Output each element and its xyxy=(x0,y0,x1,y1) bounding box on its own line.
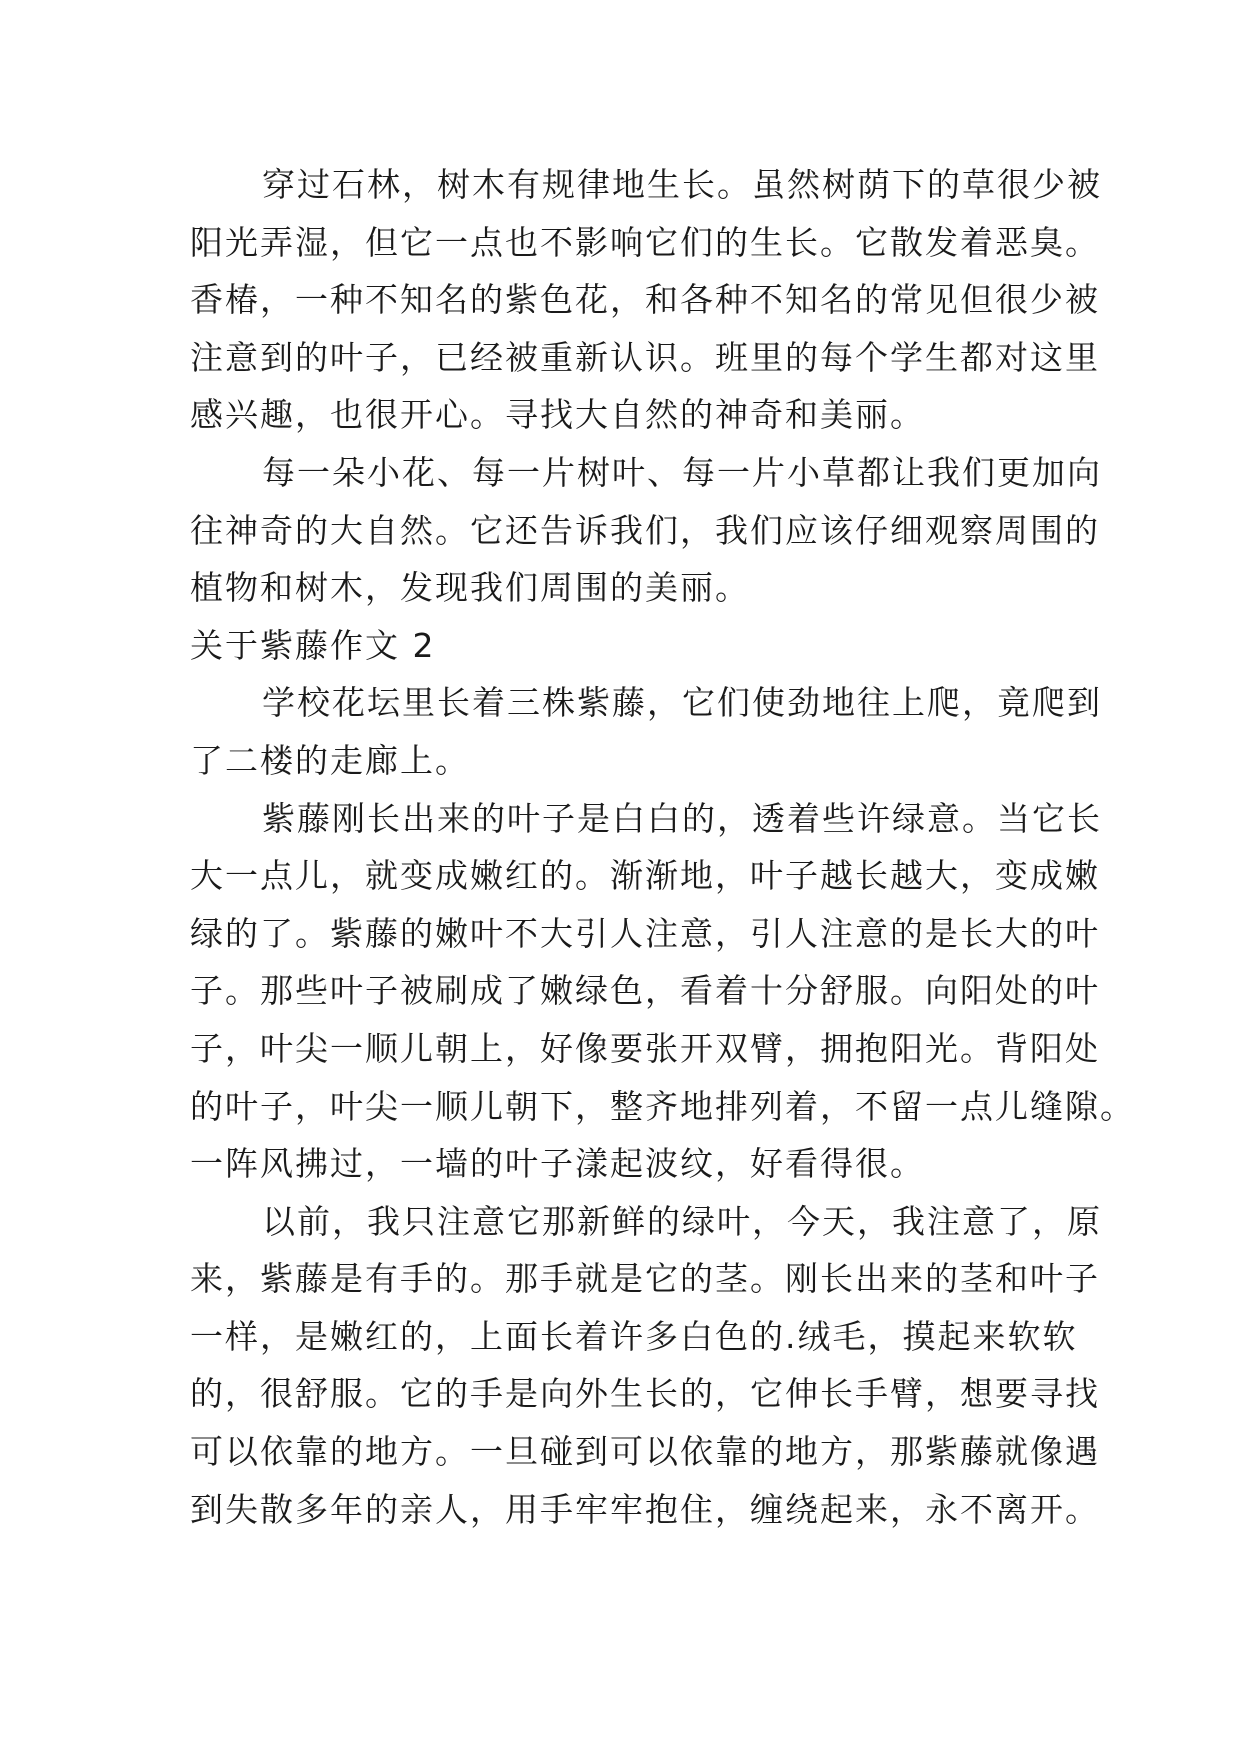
text-line: 学校花坛里长着三株紫藤，它们使劲地往上爬，竟爬到 xyxy=(262,683,1102,723)
text-line: 穿过石林，树木有规律地生长。虽然树荫下的草很少被 xyxy=(262,165,1102,204)
text-line: 注意到的叶子，已经被重新认识。班里的每个学生都对这里 xyxy=(190,337,1100,377)
text-line: 以前，我只注意它那新鲜的绿叶，今天，我注意了，原 xyxy=(262,1201,1102,1241)
document-body xyxy=(190,156,1135,1538)
text-line: 阳光弄湿，但它一点也不影响它们的生长。它散发着恶臭。 xyxy=(190,222,1100,262)
paragraph-1 xyxy=(190,156,1102,444)
section-paragraph-2 xyxy=(190,790,1135,1193)
text-line: 一样，是嫩红的，上面长着许多白色的.绒毛，摸起来软软 xyxy=(190,1316,1078,1356)
text-line: 植物和树木，发现我们周围的美丽。 xyxy=(190,568,750,608)
text-line: 感兴趣，也很开心。寻找大自然的神奇和美丽。 xyxy=(190,395,925,435)
text-line: 紫藤刚长出来的叶子是白白的，透着些许绿意。当它长 xyxy=(262,798,1102,838)
text-line: 的叶子，叶尖一顺儿朝下，整齐地排列着，不留一点儿缝隙。 xyxy=(190,1086,1135,1126)
text-line: 的，很舒服。它的手是向外生长的，它伸长手臂，想要寻找 xyxy=(190,1374,1100,1414)
text-line: 子，叶尖一顺儿朝上，好像要张开双臂，拥抱阳光。背阳处 xyxy=(190,1028,1100,1068)
section-paragraph-1 xyxy=(190,674,1102,789)
text-line: 到失散多年的亲人，用手牢牢抱住，缠绕起来，永不离开。 xyxy=(190,1489,1100,1529)
text-line: 了二楼的走廊上。 xyxy=(190,740,470,780)
paragraph-2 xyxy=(190,444,1102,617)
text-line: 香椿，一种不知名的紫色花，和各种不知名的常见但很少被 xyxy=(190,280,1100,320)
text-line: 绿的了。紫藤的嫩叶不大引人注意，引人注意的是长大的叶 xyxy=(190,913,1100,953)
section-title: 关于紫藤作文 2 xyxy=(190,625,436,665)
text-line: 可以依靠的地方。一旦碰到可以依靠的地方，那紫藤就像遇 xyxy=(190,1432,1100,1472)
text-line: 往神奇的大自然。它还告诉我们，我们应该仔细观察周围的 xyxy=(190,510,1100,550)
section-paragraph-3 xyxy=(190,1193,1102,1539)
text-line: 子。那些叶子被刷成了嫩绿色，看着十分舒服。向阳处的叶 xyxy=(190,971,1100,1011)
text-line: 来，紫藤是有手的。那手就是它的茎。刚长出来的茎和叶子 xyxy=(190,1259,1100,1299)
text-line: 大一点儿，就变成嫩红的。渐渐地，叶子越长越大，变成嫩 xyxy=(190,856,1100,896)
text-line: 每一朵小花、每一片树叶、每一片小草都让我们更加向 xyxy=(262,452,1102,492)
text-line: 一阵风拂过，一墙的叶子漾起波纹，好看得很。 xyxy=(190,1144,925,1184)
